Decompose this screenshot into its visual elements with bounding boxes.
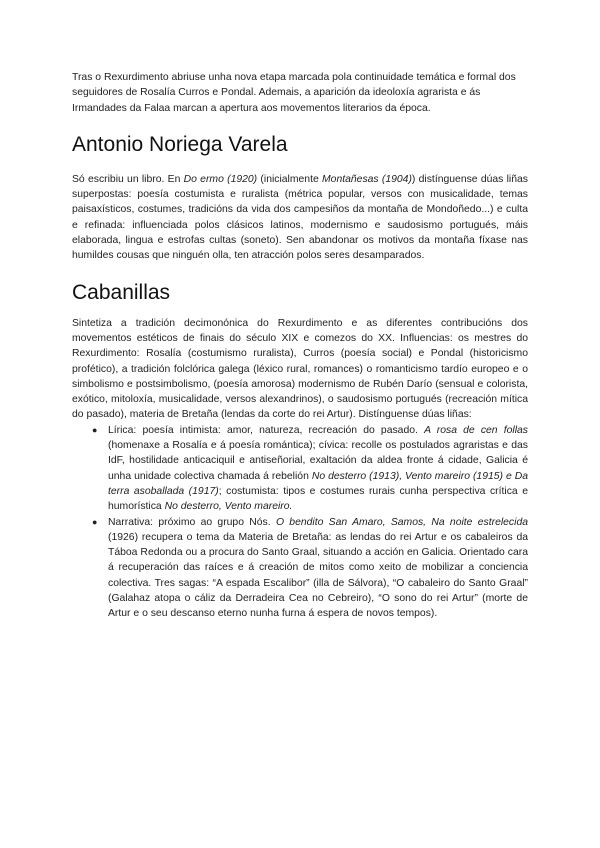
list-item-lirica: [92, 423, 528, 515]
intro-paragraph: Tras o Rexurdimento abriuse unha nova etapa marcada pola continuidade temática e formal dos seguidores de Rosalía Curros e Pondal. Ademais, a aparición da ideoloxía agrarista e ás Irmandades da Falaa marcan a apertura aos movementos literarios da época.: [72, 72, 516, 114]
lirica-work-1: A rosa de cen follas: [424, 424, 528, 436]
narrativa-text-1: Narrativa: próximo ao grupo Nós.: [108, 516, 276, 528]
cabanillas-lines-list: [72, 423, 528, 622]
lirica-text-3: ; costumista: tipos e costumes rurais cunha perspectiva crítica e humorística: [108, 485, 528, 513]
lirica-work-3: No desterro, Vento mareiro.: [164, 501, 293, 513]
narrativa-text-2: (1926) recupera o tema da Materia de Bretaña: as lendas do rei Artur e os cabaleiros da Táboa Redonda ou a procura do Santo Graal, situando a acción en Galicia. Orientado cara á recuperación das raíces e á creación de mitos como xeito de mobilizar a conciencia colectiva. Tres sagas: “A espada Escalibor” (illa de Sálvora), “O cabaleiro do Santo Graal” (Galahaz atopa o cáliz da Derradeira Cea no Cebreiro), “O sono do rei Artur” (morte de Artur e o seu descanso eterno nunha furna á espera de novos tempos).: [108, 531, 528, 620]
bullet-icon: ●: [92, 424, 98, 435]
cabanillas-paragraph: Sintetiza a tradición decimonónica do Rexurdimento e as diferentes contribucións dos movementos estéticos de finais do século XIX e comezos do XX. Influencias: os mestres do Rexurdimento: Rosalía (costumismo ruralista), Curros (poesía social) e Pondal (historicismo profético), a tradición folclórica galega (léxico rural, romances) o romanticismo tardío europeo e o simbolismo e postsimbolismo, (poesía amorosa) modernismo de Rubén Darío (sensual e colorista, exótico, mitoloxía, musicalidade, versos alexandrinos), o saudosismo portugués (recreación mítica do pasado), materia de Bretaña (lendas da corte do rei Artur). Distínguense dúas liñas:: [72, 317, 528, 421]
lirica-text-1: Lírica: poesía intimista: amor, natureza, recreación do pasado.: [108, 424, 425, 436]
noriega-text-2: (inicialmente: [257, 173, 323, 185]
narrativa-work-1: O bendito San Amaro, Samos, Na noite estrelecida: [275, 516, 528, 528]
list-item-narrativa: [92, 515, 528, 622]
cabanillas-heading: Cabanillas: [72, 280, 171, 304]
noriega-work-title-1: Do ermo (1920): [183, 173, 258, 185]
noriega-heading: Antonio Noriega Varela: [72, 132, 288, 156]
bullet-icon: ●: [92, 516, 98, 527]
document-page: [72, 70, 528, 622]
noriega-text-3: ) distínguense dúas liñas superpostas: poesía costumista e ruralista (métrica popular, versos con musicalidade, temas paisaxísticos, costumes, tradicións da vida dos campesiños da montaña de Mondoñedo...) e culta e refinada: influenciada polos clásicos latinos, modernismo e saudosismo portugués, máis elaborada, lingua e estrofas cultas (soneto). Sen abandonar os motivos da montaña fíxase nas humildes cousas que ninguén olla, ten atracción polos seres desamparados.: [72, 173, 528, 262]
noriega-work-title-2: Montañesas (1904): [322, 173, 412, 185]
lirica-text-2: (homenaxe a Rosalía e á poesía romántica); cívica: recolle os postulados agraristas e das IdF, hostilidade anticaciquil e antiseñorial, exaltación da aldea fronte á cidade, Galicia é unha unidade colectiva chamada á rebelión: [108, 440, 528, 482]
noriega-text-1: Só escribiu un libro. En: [72, 173, 184, 185]
lirica-work-2: No desterro (1913), Vento mareiro (1915) e Da terra asoballada (1917): [108, 470, 528, 497]
noriega-paragraph: [72, 172, 528, 264]
